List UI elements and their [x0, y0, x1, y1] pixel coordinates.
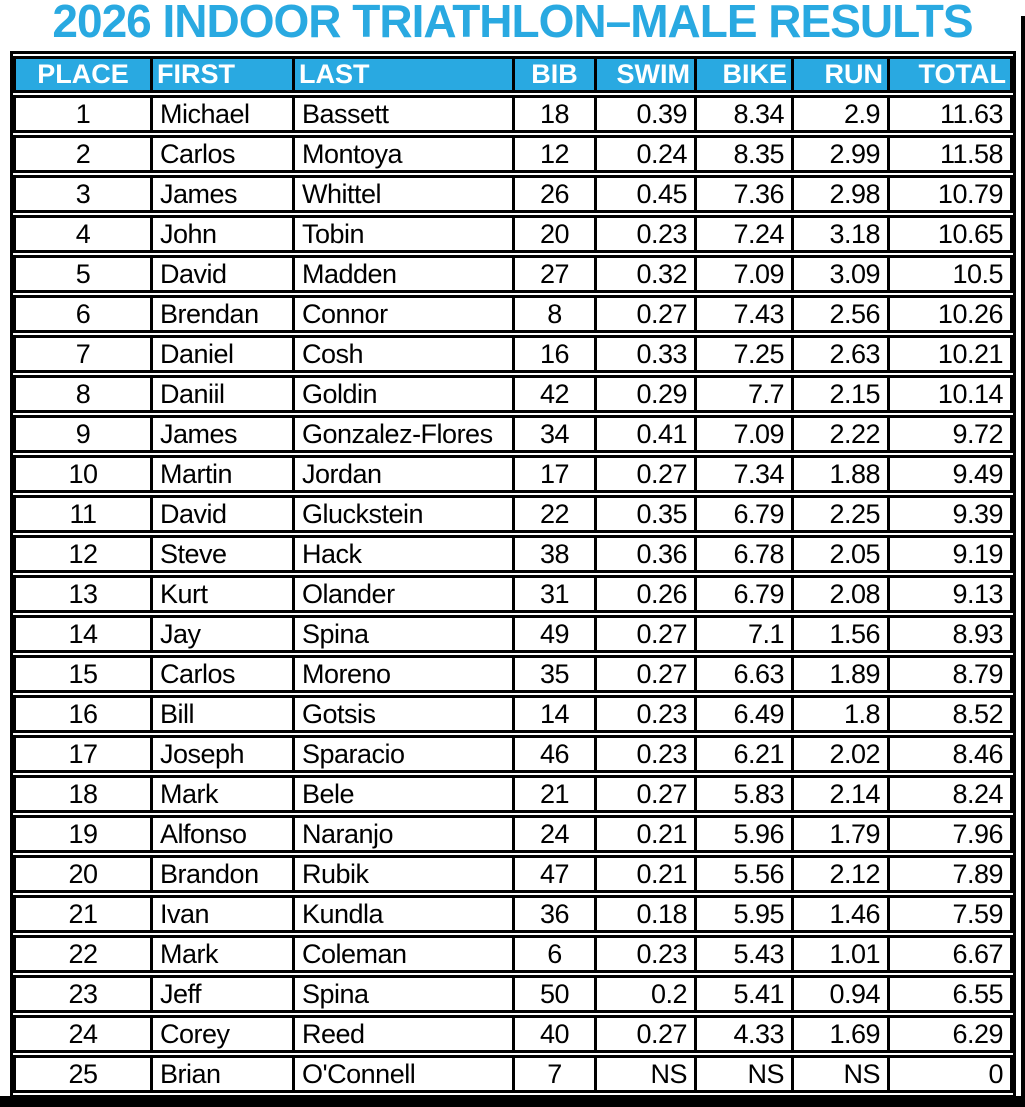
cell-bib: 24: [515, 815, 597, 853]
cell-total: 7.59: [890, 895, 1013, 933]
cell-first: Corey: [153, 1015, 295, 1053]
cell-bike: 6.78: [697, 535, 794, 573]
cell-swim: 0.26: [597, 575, 697, 613]
cell-run: 2.56: [794, 295, 890, 333]
cell-swim: 0.27: [597, 295, 697, 333]
cell-total: 8.46: [890, 735, 1013, 773]
column-header-total: TOTAL: [890, 56, 1013, 93]
cell-swim: NS: [597, 1055, 697, 1093]
column-header-first: FIRST: [153, 56, 295, 93]
cell-bib: 31: [515, 575, 597, 613]
cell-bib: 14: [515, 695, 597, 733]
cell-bike: 8.35: [697, 135, 794, 173]
cell-bib: 16: [515, 335, 597, 373]
cell-total: 6.29: [890, 1015, 1013, 1053]
results-table: [13, 54, 1013, 1095]
cell-total: 9.49: [890, 455, 1013, 493]
cell-bike: 5.41: [697, 975, 794, 1013]
table-row: [13, 375, 1013, 413]
cell-bib: 40: [515, 1015, 597, 1053]
cell-run: 1.69: [794, 1015, 890, 1053]
cell-first: Mark: [153, 935, 295, 973]
cell-bib: 18: [515, 95, 597, 133]
cell-swim: 0.35: [597, 495, 697, 533]
cell-total: 9.13: [890, 575, 1013, 613]
cell-first: Steve: [153, 535, 295, 573]
cell-swim: 0.41: [597, 415, 697, 453]
cell-first: Jeff: [153, 975, 295, 1013]
cell-place: 10: [13, 455, 153, 493]
table-row: [13, 935, 1013, 973]
cell-total: 8.79: [890, 655, 1013, 693]
cell-run: 2.08: [794, 575, 890, 613]
cell-place: 23: [13, 975, 153, 1013]
cell-place: 4: [13, 215, 153, 253]
cell-bib: 21: [515, 775, 597, 813]
table-row: [13, 135, 1013, 173]
cell-total: 8.24: [890, 775, 1013, 813]
cell-place: 21: [13, 895, 153, 933]
cell-last: Goldin: [295, 375, 515, 413]
cell-first: David: [153, 255, 295, 293]
cell-swim: 0.27: [597, 775, 697, 813]
cell-place: 9: [13, 415, 153, 453]
cell-swim: 0.23: [597, 695, 697, 733]
cell-first: Brandon: [153, 855, 295, 893]
table-row: [13, 255, 1013, 293]
cell-last: Connor: [295, 295, 515, 333]
cell-last: Bassett: [295, 95, 515, 133]
cell-run: 1.79: [794, 815, 890, 853]
cell-total: 10.21: [890, 335, 1013, 373]
cell-place: 22: [13, 935, 153, 973]
table-row: [13, 695, 1013, 733]
cell-place: 20: [13, 855, 153, 893]
cell-bike: 6.21: [697, 735, 794, 773]
cell-bib: 12: [515, 135, 597, 173]
cell-run: 2.15: [794, 375, 890, 413]
column-header-run: RUN: [794, 56, 890, 93]
cell-first: Martin: [153, 455, 295, 493]
cell-place: 24: [13, 1015, 153, 1053]
cell-bike: 7.43: [697, 295, 794, 333]
right-frame-line: [1021, 16, 1025, 1107]
cell-run: 2.22: [794, 415, 890, 453]
cell-last: Olander: [295, 575, 515, 613]
cell-bib: 50: [515, 975, 597, 1013]
cell-last: Moreno: [295, 655, 515, 693]
cell-total: 11.63: [890, 95, 1013, 133]
cell-bike: 6.63: [697, 655, 794, 693]
cell-swim: 0.45: [597, 175, 697, 213]
cell-place: 11: [13, 495, 153, 533]
table-row: [13, 455, 1013, 493]
cell-first: Daniil: [153, 375, 295, 413]
cell-swim: 0.23: [597, 735, 697, 773]
cell-last: Spina: [295, 975, 515, 1013]
cell-run: 1.88: [794, 455, 890, 493]
cell-place: 2: [13, 135, 153, 173]
cell-bike: 7.7: [697, 375, 794, 413]
cell-first: Ivan: [153, 895, 295, 933]
cell-bib: 47: [515, 855, 597, 893]
cell-first: Brendan: [153, 295, 295, 333]
cell-bib: 8: [515, 295, 597, 333]
table-row: [13, 655, 1013, 693]
table-row: [13, 335, 1013, 373]
cell-swim: 0.23: [597, 215, 697, 253]
cell-place: 8: [13, 375, 153, 413]
cell-last: Reed: [295, 1015, 515, 1053]
cell-bike: 7.09: [697, 415, 794, 453]
cell-bike: 7.34: [697, 455, 794, 493]
cell-bike: 6.79: [697, 575, 794, 613]
cell-place: 17: [13, 735, 153, 773]
cell-bib: 22: [515, 495, 597, 533]
cell-last: Cosh: [295, 335, 515, 373]
cell-last: Bele: [295, 775, 515, 813]
cell-total: 10.14: [890, 375, 1013, 413]
cell-first: Mark: [153, 775, 295, 813]
cell-swim: 0.29: [597, 375, 697, 413]
cell-bike: 5.83: [697, 775, 794, 813]
cell-run: 2.98: [794, 175, 890, 213]
cell-bike: 8.34: [697, 95, 794, 133]
cell-total: 10.5: [890, 255, 1013, 293]
table-row: [13, 775, 1013, 813]
cell-swim: 0.2: [597, 975, 697, 1013]
cell-bib: 6: [515, 935, 597, 973]
cell-last: Jordan: [295, 455, 515, 493]
cell-run: 2.25: [794, 495, 890, 533]
table-row: [13, 1055, 1013, 1093]
cell-first: Brian: [153, 1055, 295, 1093]
cell-total: 6.67: [890, 935, 1013, 973]
table-row: [13, 735, 1013, 773]
table-row: [13, 215, 1013, 253]
cell-last: Whittel: [295, 175, 515, 213]
cell-total: 10.79: [890, 175, 1013, 213]
cell-place: 12: [13, 535, 153, 573]
cell-first: Jay: [153, 615, 295, 653]
cell-swim: 0.24: [597, 135, 697, 173]
table-row: [13, 495, 1013, 533]
cell-total: 7.89: [890, 855, 1013, 893]
cell-bike: 7.36: [697, 175, 794, 213]
column-header-bib: BIB: [515, 56, 597, 93]
cell-last: Rubik: [295, 855, 515, 893]
cell-bike: 7.1: [697, 615, 794, 653]
cell-run: 3.18: [794, 215, 890, 253]
cell-first: James: [153, 175, 295, 213]
cell-swim: 0.21: [597, 815, 697, 853]
cell-run: 2.12: [794, 855, 890, 893]
cell-run: NS: [794, 1055, 890, 1093]
cell-run: 1.56: [794, 615, 890, 653]
cell-last: Kundla: [295, 895, 515, 933]
cell-swim: 0.39: [597, 95, 697, 133]
cell-run: 2.9: [794, 95, 890, 133]
table-row: [13, 175, 1013, 213]
cell-place: 25: [13, 1055, 153, 1093]
cell-first: Carlos: [153, 655, 295, 693]
cell-bib: 36: [515, 895, 597, 933]
cell-total: 9.39: [890, 495, 1013, 533]
cell-swim: 0.32: [597, 255, 697, 293]
cell-first: John: [153, 215, 295, 253]
cell-bib: 20: [515, 215, 597, 253]
cell-first: Kurt: [153, 575, 295, 613]
cell-run: 2.02: [794, 735, 890, 773]
cell-bike: 4.33: [697, 1015, 794, 1053]
results-table-frame: [10, 51, 1016, 1098]
cell-bike: 6.79: [697, 495, 794, 533]
column-header-swim: SWIM: [597, 56, 697, 93]
cell-bike: 7.24: [697, 215, 794, 253]
cell-first: Carlos: [153, 135, 295, 173]
cell-place: 18: [13, 775, 153, 813]
cell-swim: 0.27: [597, 655, 697, 693]
cell-run: 0.94: [794, 975, 890, 1013]
cell-run: 2.63: [794, 335, 890, 373]
cell-place: 15: [13, 655, 153, 693]
cell-bike: NS: [697, 1055, 794, 1093]
cell-run: 2.05: [794, 535, 890, 573]
cell-run: 2.14: [794, 775, 890, 813]
cell-last: Gonzalez-Flores: [295, 415, 515, 453]
cell-last: O'Connell: [295, 1055, 515, 1093]
cell-last: Madden: [295, 255, 515, 293]
cell-first: James: [153, 415, 295, 453]
table-row: [13, 855, 1013, 893]
cell-swim: 0.33: [597, 335, 697, 373]
cell-total: 0: [890, 1055, 1013, 1093]
cell-last: Naranjo: [295, 815, 515, 853]
cell-last: Coleman: [295, 935, 515, 973]
cell-first: Michael: [153, 95, 295, 133]
cell-total: 6.55: [890, 975, 1013, 1013]
cell-total: 10.65: [890, 215, 1013, 253]
table-row: [13, 415, 1013, 453]
cell-total: 9.19: [890, 535, 1013, 573]
table-row: [13, 575, 1013, 613]
cell-last: Sparacio: [295, 735, 515, 773]
cell-bike: 6.49: [697, 695, 794, 733]
cell-total: 9.72: [890, 415, 1013, 453]
cell-place: 5: [13, 255, 153, 293]
cell-bib: 7: [515, 1055, 597, 1093]
cell-total: 10.26: [890, 295, 1013, 333]
cell-first: Joseph: [153, 735, 295, 773]
cell-last: Tobin: [295, 215, 515, 253]
cell-run: 1.01: [794, 935, 890, 973]
cell-run: 3.09: [794, 255, 890, 293]
cell-run: 1.89: [794, 655, 890, 693]
table-row: [13, 295, 1013, 333]
cell-run: 1.46: [794, 895, 890, 933]
cell-swim: 0.18: [597, 895, 697, 933]
cell-last: Hack: [295, 535, 515, 573]
cell-first: Bill: [153, 695, 295, 733]
cell-place: 14: [13, 615, 153, 653]
page-title: 2026 INDOOR TRIATHLON–MALE RESULTS: [52, 0, 973, 47]
column-header-last: LAST: [295, 56, 515, 93]
cell-place: 19: [13, 815, 153, 853]
column-header-place: PLACE: [13, 56, 153, 93]
cell-swim: 0.21: [597, 855, 697, 893]
cell-bib: 46: [515, 735, 597, 773]
cell-bib: 38: [515, 535, 597, 573]
cell-swim: 0.27: [597, 1015, 697, 1053]
bottom-frame-line: [0, 1096, 1025, 1107]
table-row: [13, 615, 1013, 653]
cell-last: Gluckstein: [295, 495, 515, 533]
cell-swim: 0.36: [597, 535, 697, 573]
table-row: [13, 815, 1013, 853]
cell-last: Montoya: [295, 135, 515, 173]
cell-bike: 5.95: [697, 895, 794, 933]
cell-first: David: [153, 495, 295, 533]
cell-bike: 5.43: [697, 935, 794, 973]
cell-bib: 35: [515, 655, 597, 693]
cell-bib: 42: [515, 375, 597, 413]
cell-total: 8.93: [890, 615, 1013, 653]
cell-swim: 0.27: [597, 455, 697, 493]
cell-place: 6: [13, 295, 153, 333]
cell-place: 16: [13, 695, 153, 733]
cell-last: Gotsis: [295, 695, 515, 733]
cell-bike: 5.96: [697, 815, 794, 853]
cell-bike: 7.25: [697, 335, 794, 373]
cell-total: 11.58: [890, 135, 1013, 173]
cell-run: 1.8: [794, 695, 890, 733]
table-row: [13, 95, 1013, 133]
table-row: [13, 1015, 1013, 1053]
table-row: [13, 975, 1013, 1013]
cell-bib: 34: [515, 415, 597, 453]
cell-bib: 27: [515, 255, 597, 293]
cell-place: 1: [13, 95, 153, 133]
cell-place: 13: [13, 575, 153, 613]
cell-swim: 0.23: [597, 935, 697, 973]
column-header-bike: BIKE: [697, 56, 794, 93]
cell-bike: 5.56: [697, 855, 794, 893]
cell-total: 7.96: [890, 815, 1013, 853]
cell-first: Alfonso: [153, 815, 295, 853]
cell-bib: 26: [515, 175, 597, 213]
cell-place: 3: [13, 175, 153, 213]
cell-run: 2.99: [794, 135, 890, 173]
table-row: [13, 535, 1013, 573]
cell-bike: 7.09: [697, 255, 794, 293]
cell-swim: 0.27: [597, 615, 697, 653]
table-row: [13, 895, 1013, 933]
cell-total: 8.52: [890, 695, 1013, 733]
cell-first: Daniel: [153, 335, 295, 373]
table-header-row: [13, 56, 1013, 93]
cell-bib: 49: [515, 615, 597, 653]
cell-bib: 17: [515, 455, 597, 493]
cell-place: 7: [13, 335, 153, 373]
cell-last: Spina: [295, 615, 515, 653]
